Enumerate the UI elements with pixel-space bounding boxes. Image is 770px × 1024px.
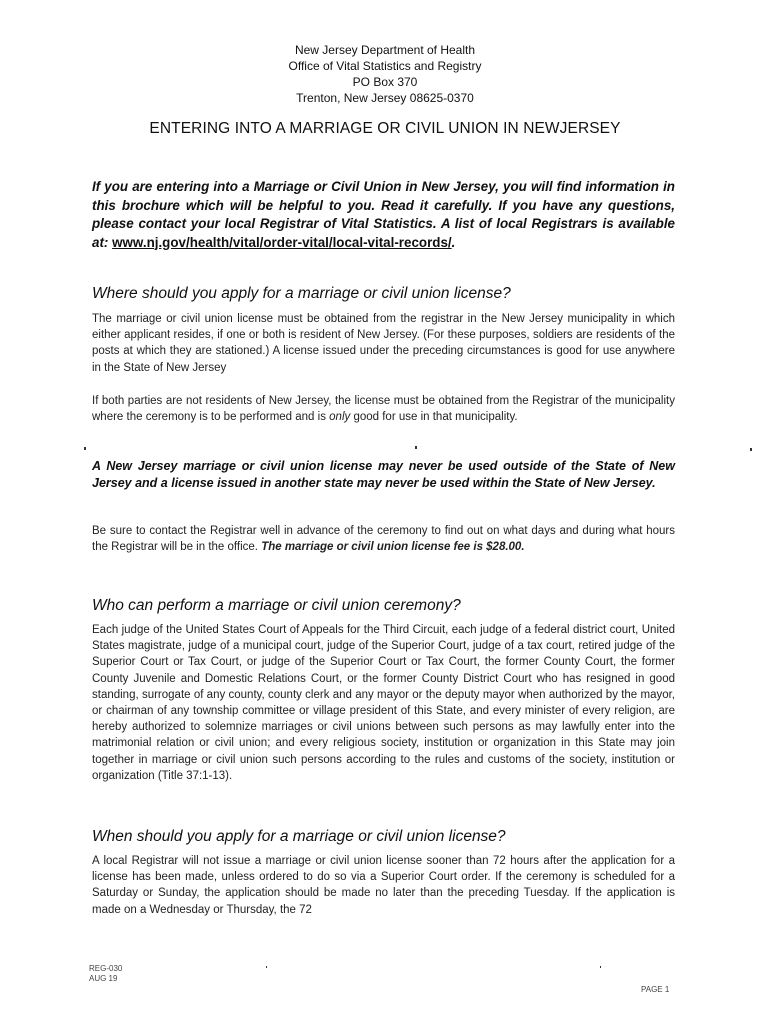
- agency-address-header: [0, 42, 770, 106]
- only-emphasis: only: [329, 411, 351, 424]
- page-number: PAGE 1: [641, 985, 670, 994]
- nonresidents-text-end: good for use in that municipality.: [350, 411, 518, 424]
- local-registrars-link[interactable]: www.nj.gov/health/vital/order-vital/local-vital-records/: [112, 234, 452, 250]
- heading-where-apply: Where should you apply for a marriage or civil union license?: [92, 285, 511, 302]
- document-title: ENTERING INTO A MARRIAGE OR CIVIL UNION IN NEWJERSEY: [149, 120, 621, 137]
- city-state-zip: Trenton, New Jersey 08625-0370: [296, 91, 474, 105]
- office-name: Office of Vital Statistics and Registry: [288, 59, 482, 73]
- heading-when-apply: When should you apply for a marriage or civil union license?: [92, 828, 506, 845]
- scan-speck: [84, 447, 86, 450]
- paragraph-contact-registrar: [92, 523, 675, 555]
- nonresidents-text-start: If both parties are not residents of New Jersey, the license must be obtained from the Registrar of the municipality where the ceremony is to be performed and is: [92, 395, 675, 424]
- form-code-block: [89, 964, 122, 984]
- paragraph-officiants: Each judge of the United States Court of Appeals for the Third Circuit, each judge of a federal district court, United States magistrate, judge of a municipal court, judge of the Superior Court, judge of a tax court, retired judge of the Superior Court or Tax Court, or judge of the Superior Court or Tax Court, the former County Court, the former County Juvenile and Domestic Relations Court, or the former County District Court who has resigned in good standing, surrogate of any county, county clerk and any mayor or the deputy mayor when authorized by the mayor, or chairman of any township committee or village president of this State, and every minister of every religion, are hereby authorized to solemnize marriages or civil unions between such persons as may lawfully enter into the matrimonial relation or civil union; and every religious society, institution or organization in this State may join together in marriage or civil union such persons according to the rules and customs of the society, institution or organization (Title 37:1-13).: [92, 624, 675, 782]
- form-revision: AUG 19: [89, 974, 118, 983]
- scan-speck: [600, 966, 601, 968]
- license-fee-text: The marriage or civil union license fee is $28.00.: [261, 541, 525, 554]
- intro-text: If you are entering into a Marriage or Civil Union in New Jersey, you will find information in this brochure which will be helpful to you. Read it carefully. If you have any questions, please contact your local Registrar of Vital Statistics. A list of local Registrars is available at:: [92, 179, 675, 250]
- scan-speck: [415, 446, 417, 449]
- department-name: New Jersey Department of Health: [294, 43, 476, 57]
- form-code: REG-030: [89, 964, 123, 973]
- intro-tail: .: [451, 234, 456, 250]
- paragraph-license-validity: A New Jersey marriage or civil union license may never be used outside of the State of New Jersey and a license issued in another state may never be used within the State of New Jersey.: [92, 459, 675, 490]
- paragraph-waiting-period: A local Registrar will not issue a marriage or civil union license sooner than 72 hours after the application for a license has been made, unless ordered to do so via a Superior Court order. If the ceremony is scheduled for a Saturday or Sunday, the application should be made no later than the preceding Tuesday. If the application is made on a Wednesday or Thursday, the 72: [92, 855, 675, 916]
- po-box: PO Box 370: [352, 75, 418, 89]
- paragraph-residency: The marriage or civil union license must be obtained from the registrar in the New Jersey municipality in which either applicant resides, if one or both is resident of New Jersey. (For these purposes, soldiers are residents of the posts at which they are stationed.) A license issued under the preceding circumstances is good for use anywhere in the State of New Jersey: [92, 313, 675, 374]
- intro-paragraph: [92, 178, 675, 252]
- heading-who-can-perform: Who can perform a marriage or civil union ceremony?: [92, 597, 461, 614]
- scan-speck: [266, 966, 267, 968]
- paragraph-nonresidents: [92, 393, 675, 425]
- scan-speck: [750, 448, 752, 451]
- contact-registrar-text: Be sure to contact the Registrar well in advance of the ceremony to find out on what days and during what hours the Registrar will be in the office.: [92, 525, 675, 554]
